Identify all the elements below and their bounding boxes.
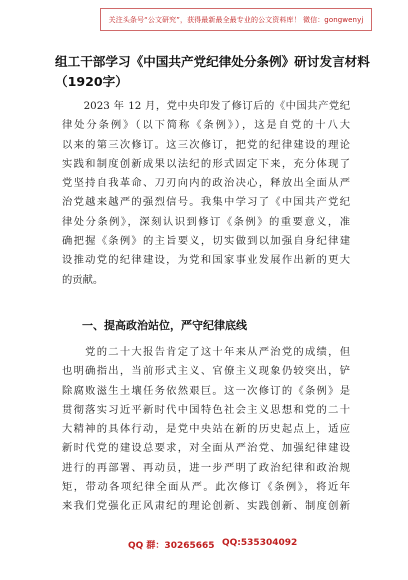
intro-paragraph	[62, 97, 350, 290]
paragraph-line: 矩，带动各项纪律全面从严。此次修订《条例》，将近年	[62, 481, 350, 494]
header-banner	[100, 8, 372, 31]
footer	[0, 536, 408, 554]
paragraph-line: 设推动党的纪律建设，为党和国家事业发展作出新的更大	[62, 254, 350, 267]
qq-group-number: QQ 群：30265665	[128, 541, 215, 551]
paragraph-line: 律处分条例》，深刻认识到修订《条例》的重要意义，准	[62, 215, 350, 228]
paragraph-line: 也明确指出，当前形式主义、官僚主义现象仍较突出，铲	[62, 365, 350, 378]
document-title: 组工干部学习《中国共产党纪律处分条例》研讨发言材料	[55, 54, 370, 69]
paragraph-line: 党坚持自我革命、刀刃向内的政治决心，释放出全面从严	[62, 177, 350, 190]
paragraph-line: 来我们党强化正风肃纪的理论创新、实践创新、制度创新	[62, 500, 350, 513]
paragraph-line: 新时代党的建设总要求，对全面从严治党、加强纪律建设	[62, 442, 350, 455]
paragraph-line: 以来的第三次修订。这三次修订，把党的纪律建设的理论	[62, 138, 350, 151]
paragraph-line: 贯彻落实习近平新时代中国特色社会主义思想和党的二十	[62, 403, 350, 416]
paragraph-line: 除腐败滋生土壤任务依然艰巨。这一次修订的《条例》是	[62, 384, 350, 397]
paragraph-line: 大精神的具体行动，是党中央站在新的历史起点上，适应	[62, 423, 350, 436]
paragraph-line: 确把握《条例》的主旨要义，切实做到以加强自身纪律建	[62, 235, 350, 248]
paragraph-line: 进行的再部署、再动员，进一步严明了政治纪律和政治规	[62, 461, 350, 474]
paragraph-line: 治党越来越严的强烈信号。我集中学习了《中国共产党纪	[62, 196, 350, 209]
paragraph-line: 2023 年 12 月，党中央印发了修订后的《中国共产党纪	[62, 100, 350, 112]
paragraph-line: 党的二十大报告肯定了这十年来从严治党的成绩，但	[62, 346, 350, 358]
paragraph-line: 实践和制度创新成果以法纪的形式固定下来，充分体现了	[62, 157, 350, 170]
qq-number: QQ:535304092	[222, 538, 298, 548]
paragraph-line: 律处分条例》（以下简称《条例》），这是自党的十八大	[62, 119, 350, 132]
paragraph-line: 的贡献。	[62, 273, 104, 286]
document-subtitle: （1920字）	[55, 74, 128, 89]
section1-paragraph	[62, 343, 350, 517]
section-heading: 一、提高政治站位，严守纪律底线	[82, 319, 247, 332]
header-banner-text: 关注头条号“公文研究”，获得最新最全最专业的公文资料库！ 微信：gongwenyj	[108, 15, 364, 24]
